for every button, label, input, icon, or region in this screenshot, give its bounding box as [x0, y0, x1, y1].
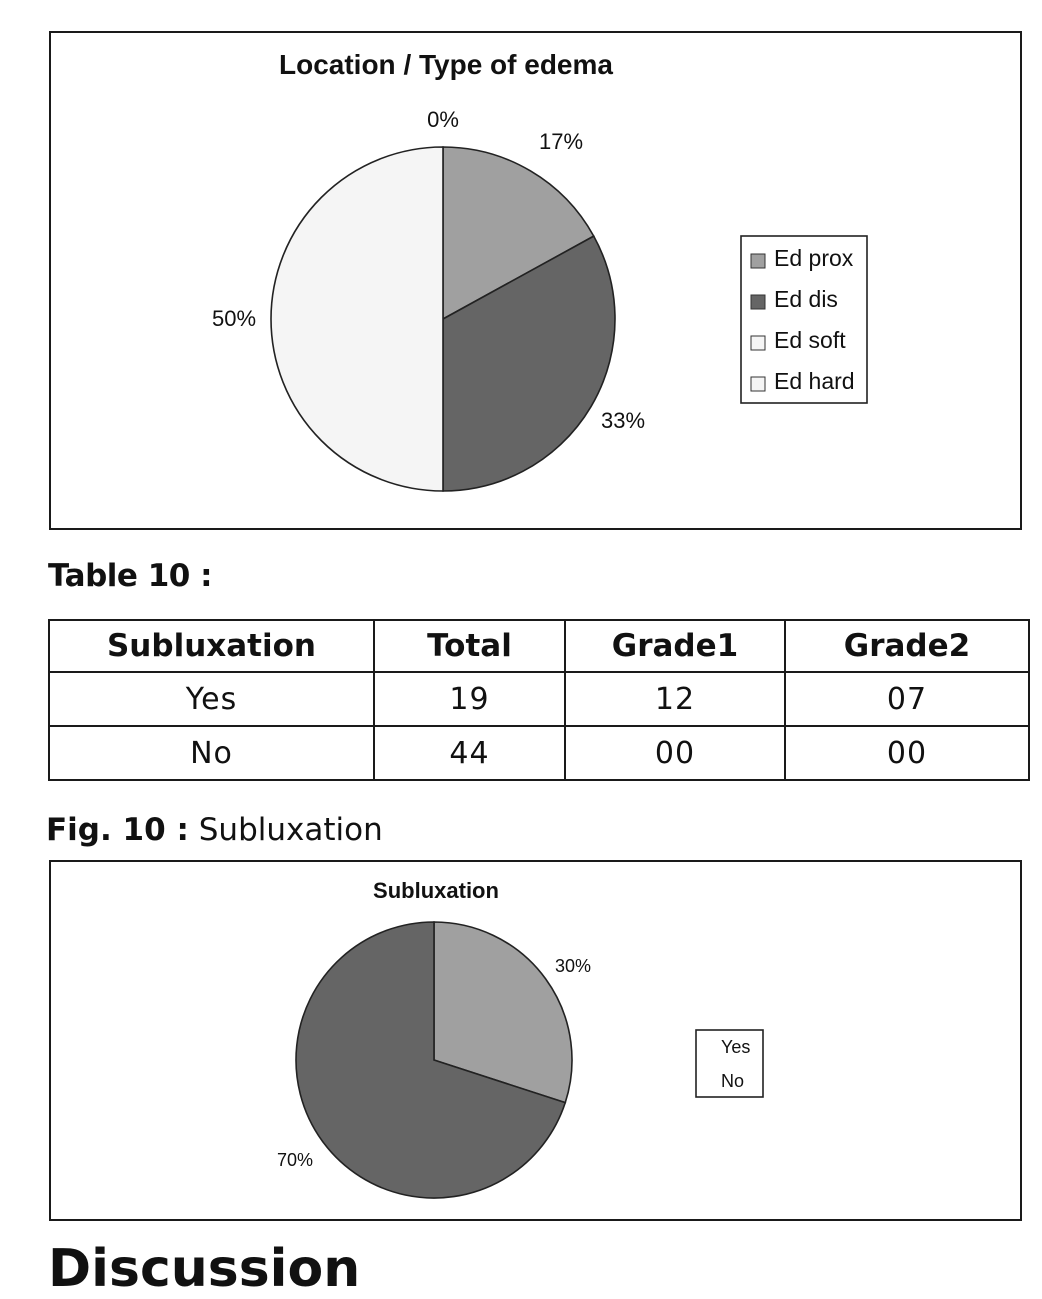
cell-grade2: 07	[785, 672, 1029, 726]
legend-label: No	[721, 1071, 745, 1091]
header-total: Total	[374, 620, 565, 672]
subluxation-table	[48, 619, 1030, 781]
legend-label: Ed hard	[774, 368, 855, 394]
legend-label: Ed soft	[774, 327, 846, 353]
legend-label: Yes	[721, 1037, 751, 1057]
subluxation-chart-frame	[49, 860, 1022, 1221]
data-label: 30%	[554, 956, 592, 976]
pie-slice-ed-soft	[271, 147, 443, 491]
cell-grade1: 00	[565, 726, 785, 780]
table-row	[49, 726, 1029, 780]
data-label: 0%	[427, 107, 459, 132]
header-grade2: Grade2	[785, 620, 1029, 672]
figure-caption-text: Subluxation	[188, 812, 383, 848]
cell-grade2: 00	[785, 726, 1029, 780]
cell-total: 44	[374, 726, 565, 780]
cell-total: 19	[374, 672, 565, 726]
header-grade1: Grade1	[565, 620, 785, 672]
table-caption: Table 10 :	[48, 558, 213, 594]
cell-subluxation: Yes	[49, 672, 374, 726]
chart-title: Subluxation	[373, 878, 499, 903]
section-heading: Discussion	[48, 1239, 361, 1299]
legend-swatch-ed-prox	[751, 254, 765, 268]
data-label: 70%	[276, 1150, 314, 1170]
edema-chart-frame	[49, 31, 1022, 530]
figure-caption	[46, 812, 383, 848]
cell-subluxation: No	[49, 726, 374, 780]
data-label: 33%	[600, 408, 646, 433]
legend-label: Ed prox	[774, 245, 854, 271]
legend-swatch-ed-soft	[751, 336, 765, 350]
legend-swatch-ed-dis	[751, 295, 765, 309]
table-row	[49, 672, 1029, 726]
header-subluxation: Subluxation	[49, 620, 374, 672]
legend-swatch-ed-hard	[751, 377, 765, 391]
data-label: 50%	[211, 306, 257, 331]
legend-label: Ed dis	[774, 286, 838, 312]
table-header-row	[49, 620, 1029, 672]
cell-grade1: 12	[565, 672, 785, 726]
subluxation-pie-chart	[51, 862, 1024, 1223]
figure-caption-prefix: Fig. 10 :	[46, 812, 189, 848]
chart-title: Location / Type of edema	[279, 49, 613, 80]
data-label: 17%	[538, 129, 584, 154]
edema-pie-chart	[51, 33, 1024, 532]
